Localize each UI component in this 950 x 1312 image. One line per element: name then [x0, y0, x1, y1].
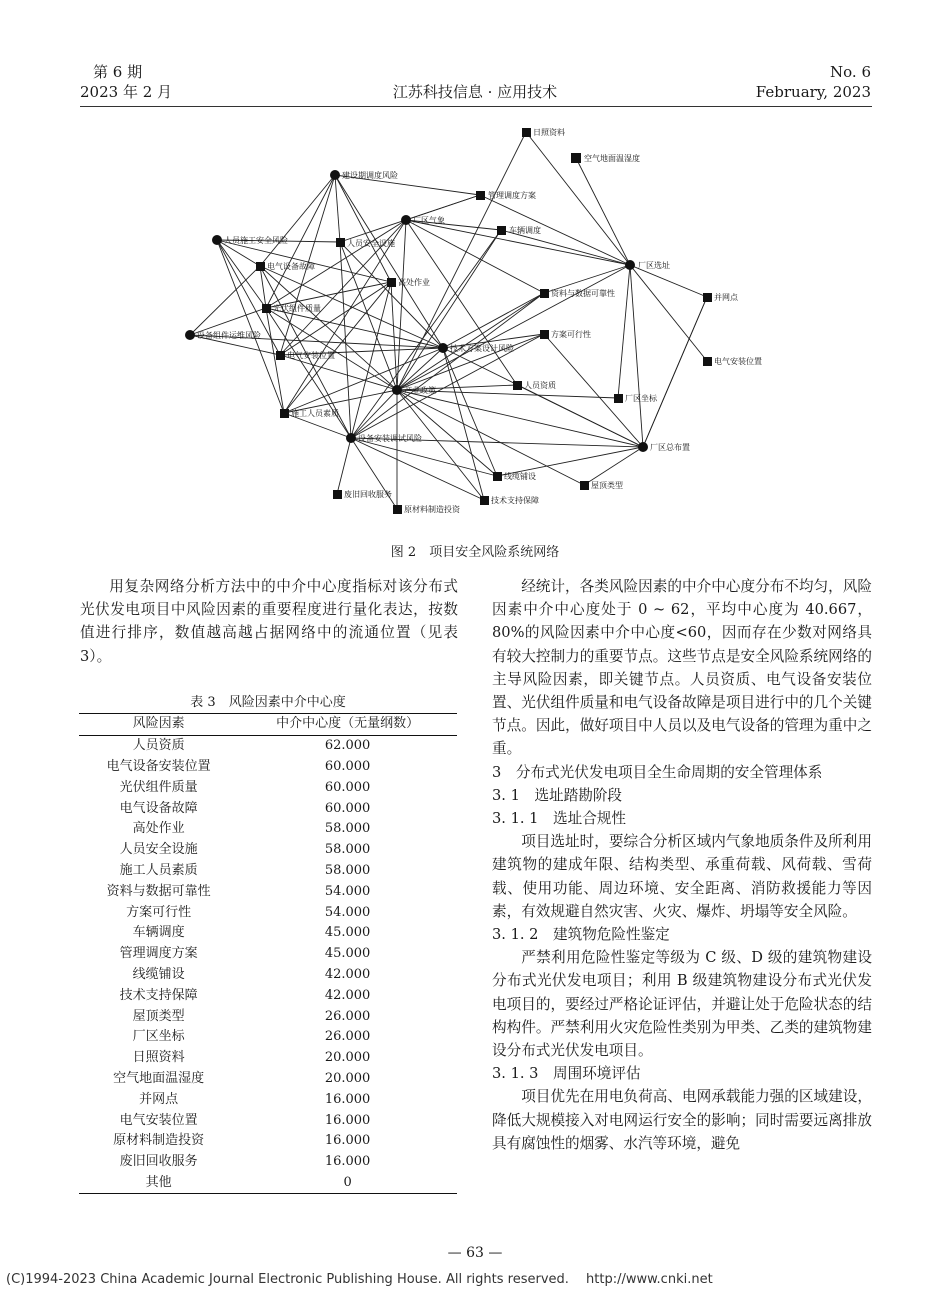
- table-cell-factor: 资料与数据可靠性: [106, 883, 211, 899]
- node-n29: [480, 496, 489, 505]
- network-edge: [335, 175, 443, 348]
- network-edge: [397, 265, 630, 390]
- table-cell-factor: 施工人员素质: [119, 862, 198, 878]
- network-edge: [526, 132, 630, 265]
- network-edge: [351, 390, 397, 438]
- network-edge: [406, 220, 517, 385]
- node-n20: [392, 385, 402, 395]
- label-n1: 日照资料: [533, 128, 565, 137]
- table-cell-centrality: 16.000: [324, 1091, 371, 1107]
- table-cell-centrality: 54.000: [324, 883, 371, 899]
- table-cell-centrality: 58.000: [324, 821, 371, 837]
- label-n16: 方案可行性: [551, 330, 591, 339]
- network-edge: [351, 293, 544, 438]
- table-cell-centrality: 62.000: [324, 738, 371, 754]
- table-header-row: [79, 714, 457, 736]
- node-n15: [185, 330, 195, 340]
- table-row: [79, 757, 457, 778]
- label-n20: 产业政策: [404, 386, 436, 395]
- table-cell-factor: 电气设备故障: [119, 800, 198, 816]
- table-row: [79, 1069, 457, 1090]
- table-cell-centrality: 60.000: [324, 779, 371, 795]
- table-cell-factor: 废旧回收服务: [119, 1154, 198, 1170]
- label-n15: 设备组件运维风险: [197, 331, 261, 340]
- label-n13: 并网点: [714, 293, 738, 302]
- node-n28: [333, 490, 342, 499]
- label-n12: 资料与数据可靠性: [551, 289, 615, 298]
- table-row: [79, 965, 457, 986]
- node-n12: [540, 289, 549, 298]
- label-n11: 高处作业: [398, 278, 430, 287]
- heading-3-1-1: 3. 1. 1 选址合规性: [492, 810, 626, 828]
- label-n7: 人员施工安全风险: [224, 236, 288, 245]
- label-n5: 厂区气象: [413, 216, 445, 225]
- table-cell-factor: 技术支持保障: [119, 987, 198, 1003]
- network-edge: [630, 265, 643, 447]
- table-row: [79, 985, 457, 1006]
- table-body: [79, 735, 457, 1194]
- label-n14: 光伏组件质量: [273, 304, 321, 313]
- table-row: [79, 777, 457, 798]
- label-n25: 厂区总布置: [650, 443, 690, 452]
- network-edge: [576, 158, 630, 265]
- network-edge: [443, 348, 497, 476]
- label-n29: 技术支持保障: [491, 496, 539, 505]
- network-edge: [618, 265, 630, 398]
- node-n16: [540, 330, 549, 339]
- issue-number-cn: 第 6 期: [93, 63, 143, 81]
- node-n17: [438, 343, 448, 353]
- issue-date-cn: 2023 年 2 月: [80, 83, 173, 101]
- label-n6: 车辆调度: [509, 226, 541, 235]
- node-n26: [493, 472, 502, 481]
- table-cell-factor: 人员资质: [132, 738, 185, 754]
- label-n28: 废旧回收服务: [344, 490, 392, 499]
- node-n4: [476, 191, 485, 200]
- label-n18: 电气安装位置: [287, 351, 335, 360]
- label-n22: 厂区坐标: [625, 394, 657, 403]
- node-n6: [497, 226, 506, 235]
- table-row: [79, 1006, 457, 1027]
- label-n24: 设备安装调试风险: [358, 434, 422, 443]
- table-cell-centrality: 20.000: [324, 1050, 371, 1066]
- table-cell-factor: 屋顶类型: [132, 1008, 185, 1024]
- table-cell-factor: 厂区坐标: [132, 1029, 185, 1045]
- node-n5: [401, 215, 411, 225]
- table-cell-centrality: 42.000: [324, 966, 371, 982]
- paragraph-3-1-1: 项目选址时，要综合分析区域内气象地质条件及所利用建筑物的建成年限、结构类型、承重荷载、风荷载、雪荷载、使用功能、周边环境、安全距离、消防救援能力等因素，有效规避自然灾害、火灾、爆炸、坍塌等安全风险。: [492, 833, 872, 920]
- table-cell-factor: 光伏组件质量: [119, 779, 198, 795]
- node-n19: [703, 357, 712, 366]
- table-row: [79, 1027, 457, 1048]
- table-cell-factor: 日照资料: [132, 1050, 185, 1066]
- table-row: [79, 1110, 457, 1131]
- table-cell-factor: 并网点: [139, 1091, 179, 1107]
- label-n10: 厂区选址: [638, 261, 670, 270]
- table-row: [79, 798, 457, 819]
- node-n23: [280, 409, 289, 418]
- table-title: 表 3 风险因素中介中心度: [190, 695, 346, 710]
- centrality-table: [79, 713, 457, 1194]
- label-n23: 施工人员素质: [291, 409, 339, 418]
- label-n9: 电气设备故障: [267, 262, 315, 271]
- table-header-factor: 风险因素: [132, 716, 185, 732]
- table-row: [79, 861, 457, 882]
- network-edge: [630, 265, 707, 361]
- risk-network-figure: [160, 120, 820, 525]
- table-row: [79, 1131, 457, 1152]
- label-n4: 管理调度方案: [488, 191, 536, 200]
- table-cell-centrality: 26.000: [324, 1008, 371, 1024]
- network-edge: [340, 242, 397, 390]
- node-n22: [614, 394, 623, 403]
- table-cell-factor: 电气设备安装位置: [106, 758, 211, 774]
- network-edge: [544, 334, 643, 447]
- table-cell-factor: 车辆调度: [132, 925, 185, 941]
- table-cell-centrality: 54.000: [324, 904, 371, 920]
- table-row: [79, 1048, 457, 1069]
- figure-caption: 图 2 项目安全风险系统网络: [390, 545, 560, 560]
- network-edge: [337, 438, 351, 494]
- label-n21: 人员资质: [524, 381, 556, 390]
- table-row: [79, 902, 457, 923]
- network-edge: [335, 175, 340, 242]
- table-cell-factor: 其他: [145, 1174, 172, 1190]
- node-n30: [393, 505, 402, 514]
- label-n3: 建设期调度风险: [342, 171, 398, 180]
- network-edge: [266, 308, 284, 413]
- table-cell-centrality: 20.000: [324, 1070, 371, 1086]
- label-n19: 电气安装位置: [714, 357, 762, 366]
- table-cell-centrality: 58.000: [324, 862, 371, 878]
- table-row: [79, 1089, 457, 1110]
- node-n24: [346, 433, 356, 443]
- network-edge: [260, 175, 335, 266]
- node-n27: [580, 481, 589, 490]
- table-row: [79, 1173, 457, 1194]
- table-row: [79, 840, 457, 861]
- table-cell-centrality: 0: [343, 1174, 352, 1190]
- table-cell-factor: 线缆铺设: [132, 966, 185, 982]
- left-paragraph-1: 用复杂网络分析方法中的中介中心度指标对该分布式光伏发电项目中风险因素的重要程度进行量化表达，按数值进行排序，数值越高越占据网络中的流通位置（见表 3）。: [80, 578, 458, 665]
- right-column: [492, 575, 872, 1155]
- page-number: — 63 —: [447, 1245, 503, 1261]
- node-n14: [262, 304, 271, 313]
- table-cell-centrality: 16.000: [324, 1112, 371, 1128]
- table-cell-centrality: 58.000: [324, 842, 371, 858]
- right-paragraph-1: 经统计，各类风险因素的中介中心度分布不均匀，风险因素中介中心度处于 0 ~ 62，平均中心度为 40.667，80%的风险因素中介中心度<60，因而存在少数对网络具有较大控制力的重要节点。这些节点是安全风险系统网络的主导风险因素，即关键节点。人员资质、电气设备安装位置、光伏组件质量和电气设备故障是项目进行中的几个关键节点。因此，做好项目中人员以及电气设备的管理为重中之重。: [492, 578, 872, 758]
- network-edges: [190, 132, 707, 509]
- issue-date-en: February, 2023: [755, 83, 871, 101]
- heading-3-1-3: 3. 1. 3 周围环境评估: [492, 1065, 641, 1083]
- node-n3: [330, 170, 340, 180]
- table-cell-factor: 电气安装位置: [119, 1112, 198, 1128]
- node-n18: [276, 351, 285, 360]
- node-n2: [571, 153, 581, 163]
- node-n13: [703, 293, 712, 302]
- table-row: [79, 735, 457, 756]
- paragraph-3-1-3: 项目优先在用电负荷高、电网承载能力强的区域建设，降低大规模接入对电网运行安全的影响；同时需要远离排放具有腐蚀性的烟雾、水汽等环境，避免: [492, 1088, 872, 1152]
- network-nodes: [185, 128, 712, 514]
- node-n10: [625, 260, 635, 270]
- table-cell-centrality: 26.000: [324, 1029, 371, 1045]
- table-header-centrality: 中介中心度（无量纲数）: [276, 716, 420, 732]
- node-n7: [212, 235, 222, 245]
- table-cell-centrality: 42.000: [324, 987, 371, 1003]
- copyright-line: (C)1994-2023 China Academic Journal Electronic Publishing House. All rights reserved. http://www.cnki.net: [6, 1272, 713, 1287]
- node-n25: [638, 442, 648, 452]
- table-row: [79, 819, 457, 840]
- network-edge: [351, 230, 501, 438]
- table-row: [79, 944, 457, 965]
- label-n30: 原材料制造投资: [404, 505, 460, 514]
- table-cell-factor: 管理调度方案: [119, 946, 198, 962]
- table-row: [79, 1152, 457, 1173]
- table-cell-centrality: 16.000: [324, 1154, 371, 1170]
- network-edge: [397, 390, 643, 447]
- table-cell-factor: 人员安全设施: [119, 842, 198, 858]
- table-cell-centrality: 16.000: [324, 1133, 371, 1149]
- issue-number-en: No. 6: [830, 63, 871, 81]
- header-rule: [80, 106, 872, 107]
- label-n2: 空气地面温湿度: [584, 154, 640, 163]
- label-n8: 人员安全设施: [347, 239, 395, 248]
- table-cell-factor: 空气地面温湿度: [113, 1070, 205, 1086]
- journal-title: 江苏科技信息 · 应用技术: [392, 83, 558, 101]
- heading-3: 3 分布式光伏发电项目全生命周期的安全管理体系: [492, 763, 823, 781]
- table-cell-factor: 原材料制造投资: [113, 1133, 205, 1149]
- node-n11: [387, 278, 396, 287]
- label-n26: 线缆铺设: [504, 472, 536, 481]
- network-edge: [643, 297, 707, 447]
- table-row: [79, 881, 457, 902]
- table-cell-centrality: 60.000: [324, 758, 371, 774]
- table-cell-centrality: 60.000: [324, 800, 371, 816]
- heading-3-1: 3. 1 选址踏勘阶段: [492, 786, 623, 804]
- label-n27: 屋顶类型: [591, 481, 623, 490]
- node-n9: [256, 262, 265, 271]
- label-n17: 技术方案设计风险: [450, 344, 514, 353]
- table-cell-factor: 高处作业: [132, 821, 185, 837]
- table-row: [79, 923, 457, 944]
- table-cell-centrality: 45.000: [324, 946, 371, 962]
- network-edge: [397, 293, 544, 390]
- table-cell-factor: 方案可行性: [126, 904, 192, 920]
- paragraph-3-1-2: 严禁利用危险性鉴定等级为 C 级、D 级的建筑物建设分布式光伏发电项目；利用 B 级建筑物建设分布式光伏发电项目的，要经过严格论证评估，并避让处于危险状态的结构构件。严禁利用火灾危险性类别为甲类、乙类的建筑物建设分布式光伏发电项目。: [492, 949, 872, 1060]
- network-edge: [280, 355, 397, 390]
- heading-3-1-2: 3. 1. 2 建筑物危险性鉴定: [492, 926, 670, 944]
- node-n8: [336, 238, 345, 247]
- node-n1: [522, 128, 531, 137]
- node-n21: [513, 381, 522, 390]
- left-column: [80, 575, 458, 668]
- table-cell-centrality: 45.000: [324, 925, 371, 941]
